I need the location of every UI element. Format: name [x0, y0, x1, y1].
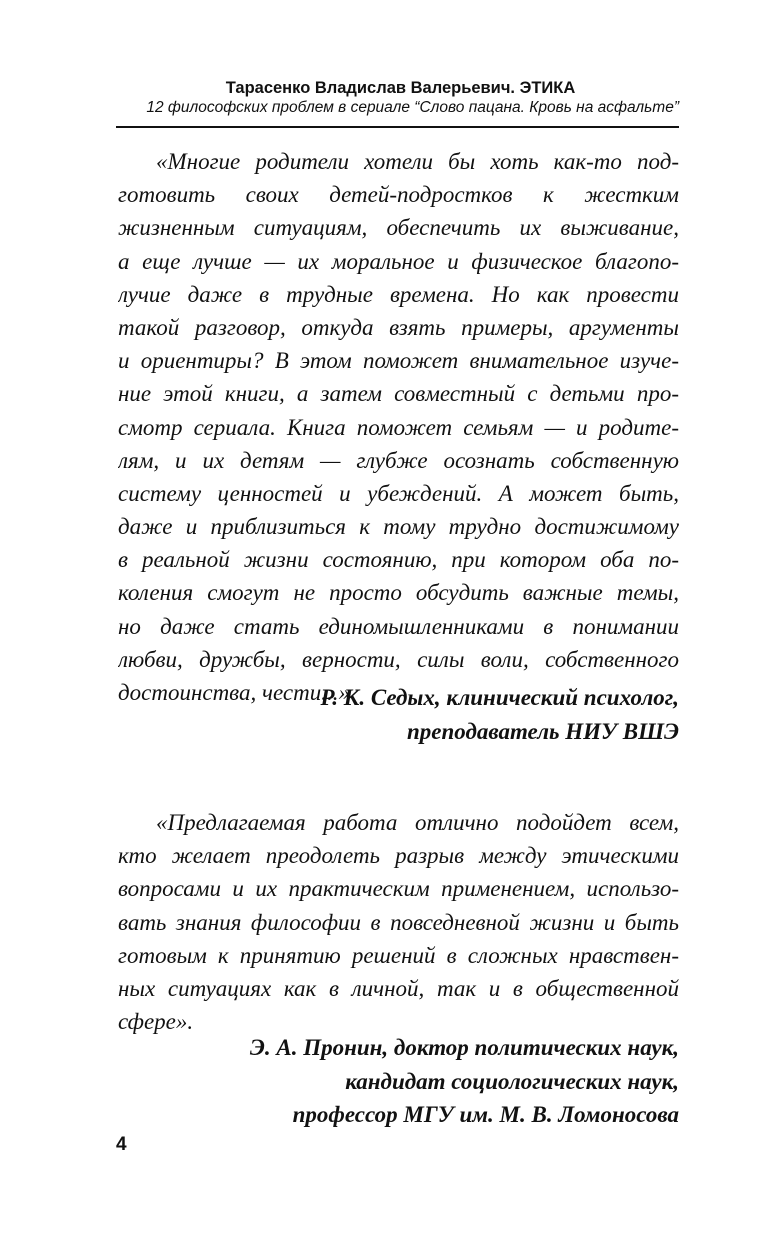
quote-line: систему ценностей и убеждений. А может быть, — [118, 480, 679, 506]
quote-line: в реальной жизни состоянию, при котором оба по- — [118, 547, 679, 573]
quote-line: вать знания философии в повседневной жизни и быть — [118, 909, 679, 935]
header-subtitle: 12 философских проблем в сериале “Слово пацана. Кровь на асфальте” — [146, 99, 679, 116]
quote-line: сфере». — [118, 1009, 194, 1035]
quote-line: готовым к принятию решений в сложных нравствен- — [118, 942, 679, 968]
quote-line: такой разговор, откуда взять примеры, аргументы — [118, 314, 679, 340]
quote-line: жизненным ситуациям, обеспечить их выживание, — [118, 215, 679, 241]
quote-line: смотр сериала. Книга поможет семьям — и родите- — [118, 414, 679, 440]
review-attribution-1 — [79, 681, 679, 748]
quote-line: «Предлагаемая работа отлично подойдет всем, — [156, 810, 679, 835]
review-quote-1 — [118, 145, 679, 709]
attribution-line: Э. А. Пронин, доктор политических наук, — [249, 1035, 679, 1060]
quote-line: кто желает преодолеть разрыв между этическими — [118, 843, 679, 869]
quote-line: лучие даже в трудные времена. Но как провести — [118, 281, 679, 307]
review-quote-2 — [118, 806, 679, 1038]
attribution-line: кандидат социологических наук, — [345, 1068, 679, 1094]
header-title: Тарасенко Владислав Валерьевич. ЭТИКА — [225, 79, 576, 97]
quote-line: ных ситуациях как в личной, так и в общественной — [118, 975, 679, 1001]
quote-line: ние этой книги, а затем совместный с детьми про- — [118, 381, 679, 407]
quote-line: достоинства, чести...» — [118, 680, 350, 705]
running-header — [116, 78, 679, 118]
header-divider — [116, 126, 679, 128]
attribution-line: Р. К. Седых, клинический психолог, — [320, 685, 679, 710]
quote-line: и ориентиры? В этом поможет внимательное изуче- — [118, 348, 679, 374]
quote-line: лям, и их детям — глубже осознать собственную — [118, 447, 679, 473]
review-attribution-2 — [79, 1031, 679, 1132]
attribution-line: преподаватель НИУ ВШЭ — [406, 718, 679, 744]
quote-line: вопросами и их практическим применением, использо- — [118, 876, 679, 902]
quote-line: «Многие родители хотели бы хоть как-то под- — [156, 149, 679, 174]
quote-line: коления смогут не просто обсудить важные темы, — [118, 580, 679, 606]
page-number: 4 — [116, 1134, 127, 1155]
quote-line: а еще лучше — их моральное и физическое благопо- — [118, 248, 679, 274]
quote-line: но даже стать единомышленниками в понимании — [118, 613, 679, 639]
attribution-line: профессор МГУ им. М. В. Ломоносова — [292, 1102, 679, 1127]
quote-line: готовить своих детей-подростков к жестким — [118, 182, 679, 208]
quote-line: любви, дружбы, верности, силы воли, собственного — [118, 646, 679, 672]
quote-line: даже и приблизиться к тому трудно достижимому — [118, 514, 679, 540]
